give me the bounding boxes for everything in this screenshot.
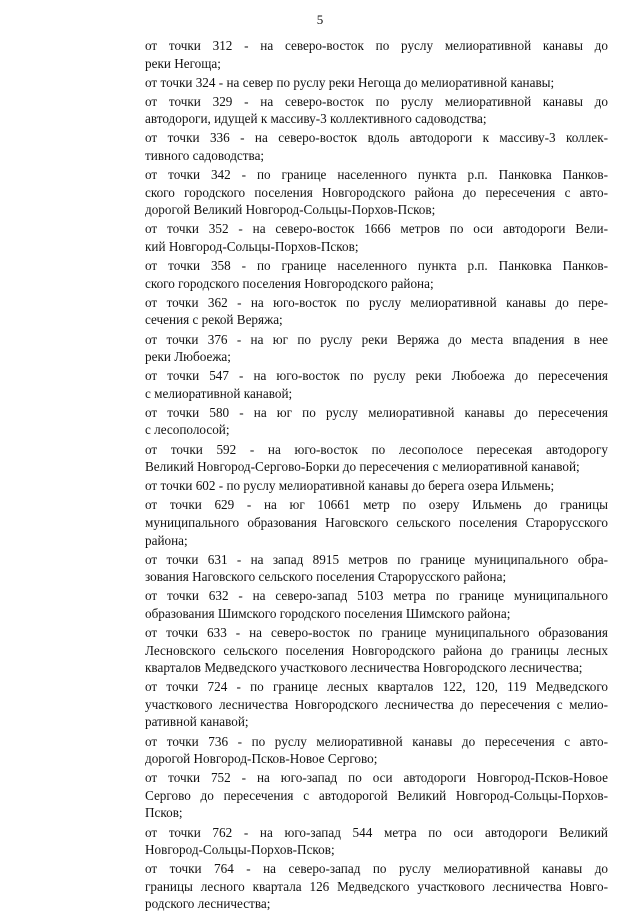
paragraph bbox=[104, 733, 608, 768]
paragraph bbox=[104, 37, 608, 72]
text-line: кварталов Медведского участкового лесничества Новгородского лесничества; bbox=[145, 660, 583, 676]
paragraph bbox=[104, 294, 608, 329]
text-line: образования Шимского городского поселения Шимского района; bbox=[145, 605, 511, 621]
text-line: ского городского поселения Новгородского района; bbox=[145, 275, 434, 291]
text-line: от точки 362 - на юго-восток по руслу мелиоративной канавы до пере- bbox=[145, 294, 608, 310]
text-line: от точки 324 - на север по руслу реки Негоща до мелиоративной канавы; bbox=[145, 74, 555, 90]
paragraph bbox=[104, 551, 608, 586]
text-line: от точки 602 - по руслу мелиоративной канавы до берега озера Ильмень; bbox=[145, 478, 555, 494]
text-line: Новгород-Сольцы-Порхов-Псков; bbox=[145, 842, 335, 858]
paragraph bbox=[104, 331, 608, 366]
paragraph bbox=[104, 166, 608, 219]
paragraph bbox=[104, 367, 608, 402]
text-line: Сергово до пересечения с автодорогой Великий Новгород-Сольцы-Порхов- bbox=[145, 787, 608, 803]
text-line: от точки 752 - на юго-запад по оси автодороги Новгород-Псков-Новое bbox=[145, 770, 608, 786]
text-line: от точки 336 - на северо-восток вдоль автодороги к массиву-3 коллек- bbox=[145, 130, 608, 146]
text-line: дорогой Великий Новгород-Сольцы-Порхов-Псков; bbox=[145, 202, 436, 218]
text-line: от точки 762 - на юго-запад 544 метра по оси автодороги Великий bbox=[145, 824, 608, 840]
text-line: границы лесного квартала 126 Медведского участкового лесничества Новго- bbox=[145, 878, 608, 894]
text-line: от точки 342 - по границе населенного пункта р.п. Панковка Панков- bbox=[145, 167, 608, 183]
document-body bbox=[104, 37, 608, 915]
paragraph bbox=[104, 769, 608, 822]
paragraph bbox=[104, 860, 608, 913]
paragraph bbox=[104, 496, 608, 549]
text-line: от точки 329 - на северо-восток по руслу мелиоративной канавы до bbox=[145, 93, 608, 109]
text-line: от точки 724 - по границе лесных кварталов 122, 120, 119 Медведского bbox=[145, 679, 608, 695]
text-line: от точки 631 - на запад 8915 метров по границе муниципального обра- bbox=[145, 551, 608, 567]
paragraph bbox=[104, 93, 608, 128]
text-line: от точки 547 - на юго-восток по руслу реки Любоежа до пересечения bbox=[145, 368, 608, 384]
paragraph bbox=[104, 441, 608, 476]
text-line: от точки 376 - на юг по руслу реки Веряжа до места впадения в нее bbox=[145, 331, 608, 347]
text-line: сечения с рекой Веряжа; bbox=[145, 312, 283, 328]
text-line: от точки 358 - по границе населенного пункта р.п. Панковка Панков- bbox=[145, 258, 608, 274]
text-line: от точки 633 - на северо-восток по границе муниципального образования bbox=[145, 625, 608, 640]
paragraph bbox=[104, 74, 608, 92]
text-line: реки Негоща; bbox=[145, 55, 221, 71]
text-line: от точки 312 - на северо-восток по руслу мелиоративной канавы до bbox=[145, 38, 608, 53]
text-line: ративной канавой; bbox=[145, 714, 249, 730]
paragraph bbox=[104, 404, 608, 439]
text-line: с мелиоративной канавой; bbox=[145, 385, 293, 401]
text-line: дорогой Новгород-Псков-Новое Сергово; bbox=[145, 751, 378, 767]
text-line: муниципального образования Наговского сельского поселения Старорусского bbox=[145, 514, 608, 530]
text-line: родского лесничества; bbox=[145, 896, 271, 912]
text-line: Псков; bbox=[145, 805, 183, 821]
text-line: от точки 736 - по руслу мелиоративной канавы до пересечения с авто- bbox=[145, 733, 608, 749]
text-line: района; bbox=[145, 532, 188, 548]
paragraph bbox=[104, 220, 608, 255]
text-line: с лесополосой; bbox=[145, 422, 230, 438]
text-line: зования Наговского сельского поселения Старорусского района; bbox=[145, 569, 507, 585]
text-line: кий Новгород-Сольцы-Порхов-Псков; bbox=[145, 239, 359, 255]
text-line: ского городского поселения Новгородского района до пересечения с авто- bbox=[145, 184, 608, 200]
paragraph bbox=[104, 824, 608, 859]
text-line: от точки 352 - на северо-восток 1666 метров по оси автодороги Вели- bbox=[145, 221, 608, 237]
text-line: Лесновского сельского поселения Новгородского района до границы лесных bbox=[145, 642, 608, 658]
text-line: автодороги, идущей к массиву-3 коллективного садоводства; bbox=[145, 111, 487, 127]
paragraph bbox=[104, 678, 608, 731]
paragraph bbox=[104, 129, 608, 164]
text-line: от точки 592 - на юго-восток по лесополосе пересекая автодорогу bbox=[145, 441, 608, 457]
paragraph bbox=[104, 477, 608, 495]
text-line: участкового лесничества Новгородского лесничества до пересечения с мелио- bbox=[145, 696, 608, 712]
text-line: от точки 632 - на северо-запад 5103 метра по границе муниципального bbox=[145, 588, 608, 604]
paragraph bbox=[104, 624, 608, 677]
page-number: 5 bbox=[316, 12, 324, 27]
text-line: Великий Новгород-Сергово-Борки до пересечения с мелиоративной канавой; bbox=[145, 459, 580, 475]
paragraph bbox=[104, 587, 608, 622]
text-line: тивного садоводства; bbox=[145, 148, 265, 164]
text-line: от точки 580 - на юг по руслу мелиоративной канавы до пересечения bbox=[145, 404, 608, 420]
text-line: от точки 764 - на северо-запад по руслу мелиоративной канавы до bbox=[145, 861, 608, 877]
paragraph bbox=[104, 257, 608, 292]
text-line: реки Любоежа; bbox=[145, 349, 231, 365]
text-line: от точки 629 - на юг 10661 метр по озеру Ильмень до границы bbox=[145, 497, 608, 513]
